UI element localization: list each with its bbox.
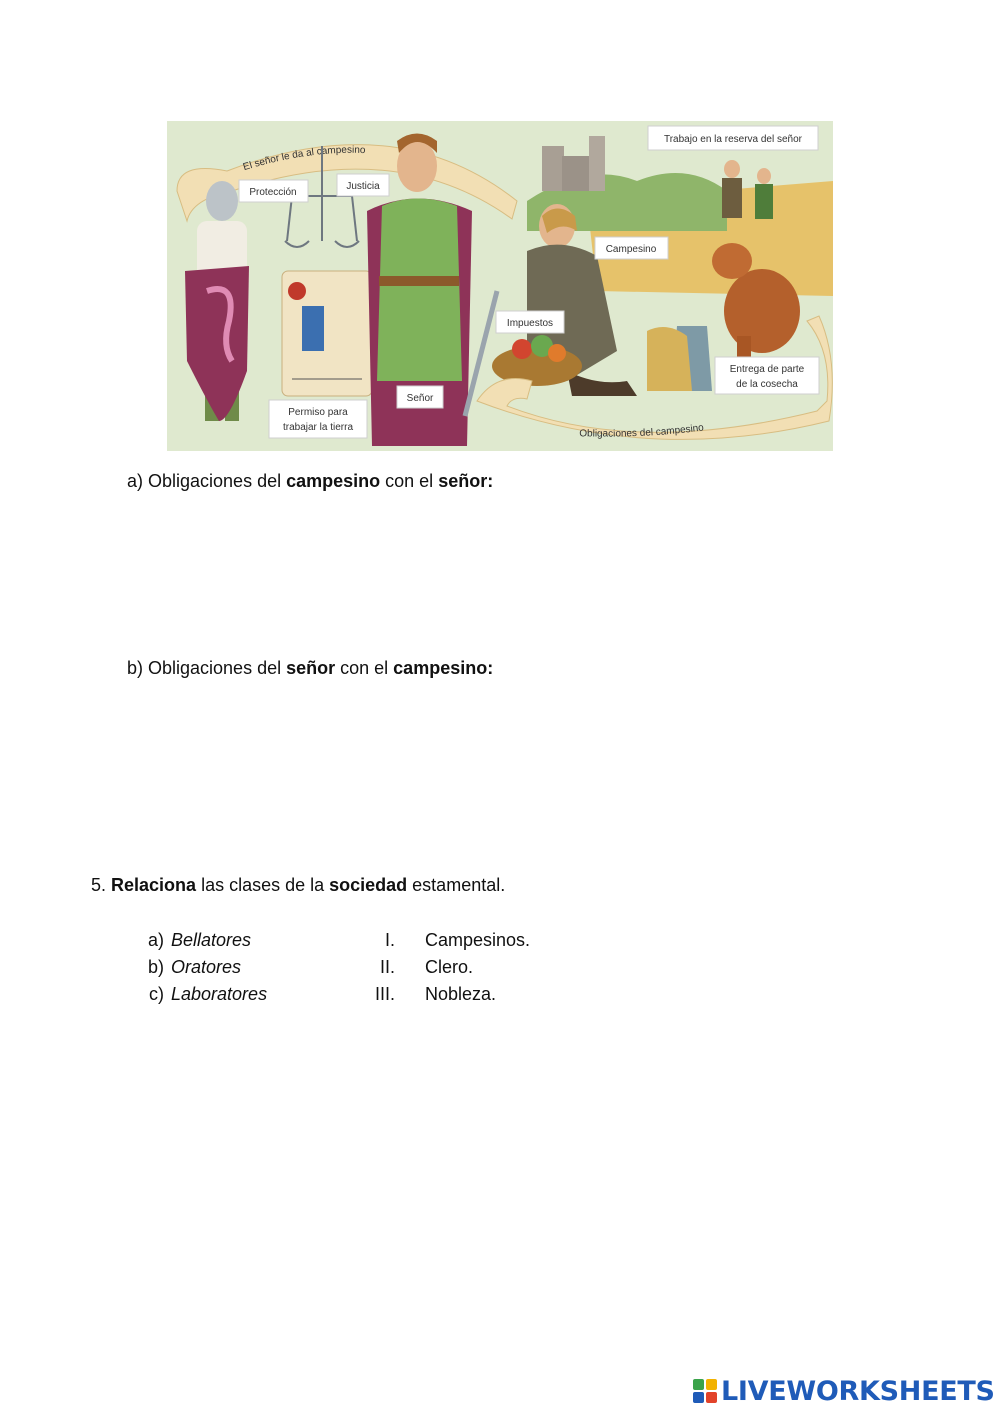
logo-square-icon <box>706 1392 717 1403</box>
question-a-middle: con el <box>380 471 439 491</box>
matching-letter: b) <box>147 957 164 977</box>
svg-text:Justicia: Justicia <box>346 181 380 192</box>
label-impuestos <box>496 311 564 333</box>
matching-term: Oratores <box>171 957 242 977</box>
matching-list <box>140 927 600 1008</box>
matching-value: Nobleza. <box>425 984 497 1004</box>
logo-square-icon <box>706 1379 717 1390</box>
feudal-illustration <box>167 121 833 451</box>
svg-text:Permiso para: Permiso para <box>288 407 348 418</box>
question-b-bold1: señor <box>286 658 336 678</box>
svg-text:de la cosecha: de la cosecha <box>736 379 798 390</box>
question-5-suffix: estamental. <box>407 875 506 895</box>
matching-letter: a) <box>147 930 164 950</box>
label-permiso <box>269 400 367 438</box>
question-b-middle: con el <box>335 658 394 678</box>
label-entrega <box>715 357 819 394</box>
matching-row <box>140 954 600 981</box>
svg-text:Protección: Protección <box>249 187 297 198</box>
matching-term: Bellatores <box>171 930 252 950</box>
question-5-bold2: sociedad <box>329 875 408 895</box>
label-justicia <box>337 174 389 196</box>
question-a-prefix: a) Obligaciones del <box>127 471 287 491</box>
matching-term: Laboratores <box>171 984 268 1004</box>
liveworksheets-logo[interactable] <box>693 1375 995 1407</box>
question-b <box>127 657 493 679</box>
wheat-sheaf <box>647 327 692 391</box>
logo-mark-icon <box>693 1379 717 1403</box>
logo-text: LIVEWORKSHEETS <box>721 1375 995 1407</box>
svg-text:Señor: Señor <box>406 393 434 404</box>
parchment <box>282 271 372 396</box>
matching-value: Clero. <box>425 957 474 977</box>
bottom-banner-text: Obligaciones del campesino <box>579 422 705 440</box>
question-a <box>127 470 493 492</box>
svg-text:Campesino: Campesino <box>605 244 657 255</box>
matching-row <box>140 927 600 954</box>
label-senor <box>397 386 443 408</box>
label-proteccion <box>239 180 308 202</box>
matching-numeral: III. <box>374 984 395 1004</box>
svg-text:Impuestos: Impuestos <box>506 318 554 329</box>
question-5-bold1: Relaciona <box>111 875 197 895</box>
question-a-bold1: campesino <box>286 471 381 491</box>
illustration-drawing <box>167 121 833 451</box>
matching-numeral: I. <box>384 930 395 950</box>
svg-text:Entrega de parte: Entrega de parte <box>729 364 805 375</box>
logo-square-icon <box>693 1392 704 1403</box>
matching-numeral: II. <box>379 957 395 977</box>
question-b-prefix: b) Obligaciones del <box>127 658 287 678</box>
question-a-bold2: señor: <box>438 471 494 491</box>
question-b-bold2: campesino: <box>393 658 494 678</box>
question-5-middle: las clases de la <box>196 875 330 895</box>
question-5 <box>91 874 505 896</box>
matching-value: Campesinos. <box>425 930 531 950</box>
top-banner-text: El señor le da al campesino <box>241 144 366 174</box>
label-campesino <box>595 237 668 259</box>
label-trabajo <box>648 126 818 150</box>
svg-text:Trabajo en la reserva del seño: Trabajo en la reserva del señor <box>663 134 803 145</box>
question-5-number: 5. <box>91 875 112 895</box>
matching-letter: c) <box>149 984 164 1004</box>
svg-text:trabajar la tierra: trabajar la tierra <box>282 422 354 433</box>
matching-row <box>140 981 600 1008</box>
logo-square-icon <box>693 1379 704 1390</box>
